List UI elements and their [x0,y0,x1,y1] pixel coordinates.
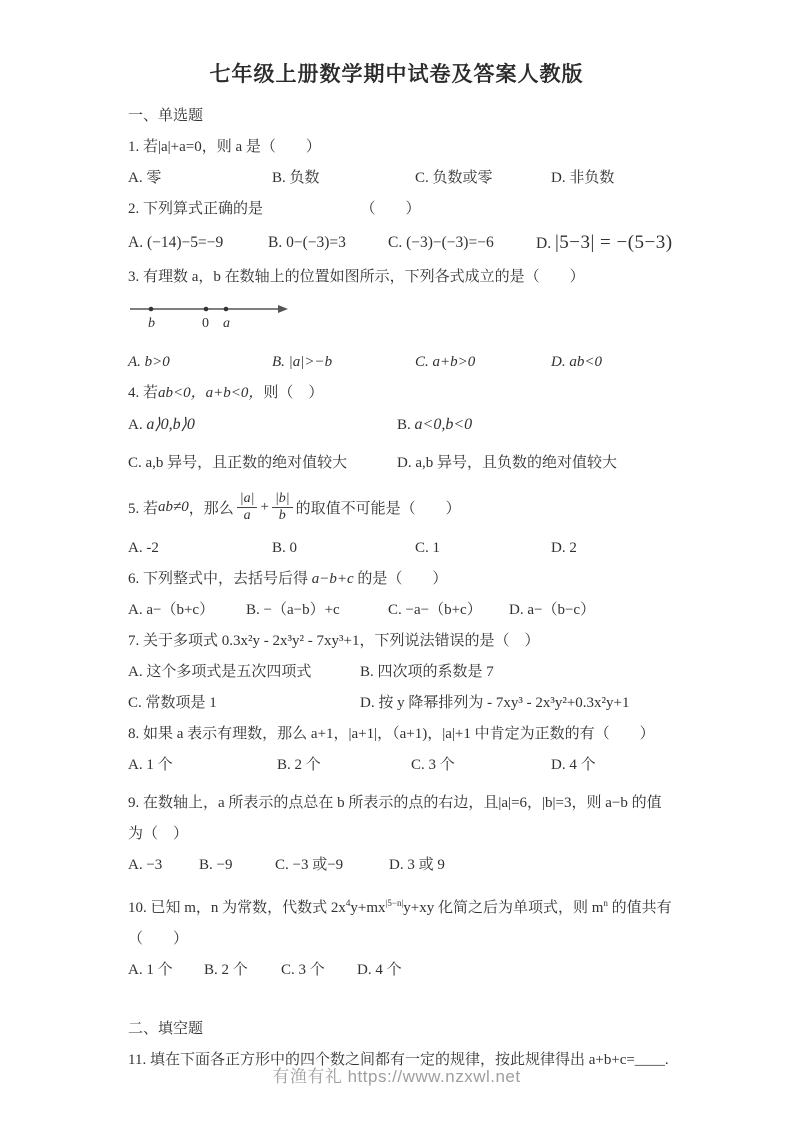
q4-option-b-label: B. [397,417,415,433]
q2-option-d-label: D. [536,235,555,252]
q10-stem-line-1 [128,888,747,924]
q6-options [128,595,747,626]
q6-option-d: D. a−（b−c） [509,602,596,618]
q4-options-row-1 [128,409,747,441]
q1-options [128,163,747,194]
point-a-label: a [223,316,230,331]
q7-stem: 7. 关于多项式 0.3x²y - 2x³y² - 7xy³+1，下列说法错误的是（ ） [128,633,540,649]
q1-option-b: B. 负数 [272,170,320,186]
q5-stem-math: ab≠0 [158,498,189,515]
q6-stem [128,564,747,595]
number-line-arrowhead-icon [278,305,288,313]
q8-option-c: C. 3 个 [411,757,455,773]
q5-plus-sign: + [260,498,269,515]
q1-option-c: C. 负数或零 [415,170,493,186]
q4-option-b [397,409,747,441]
q10-exponent-1: 4 [345,898,351,908]
q10-options [128,955,747,986]
q9-option-d: D. 3 或 9 [389,857,445,873]
q5-fraction-1-numerator: |a| [237,491,258,508]
exam-content [128,101,747,1076]
q7-options-row-1 [128,657,747,688]
point-zero-label: 0 [202,316,209,331]
q5-fraction-1-denominator: a [243,507,251,523]
q10-stem-p4: 的值共有 [607,900,672,916]
q3-option-b: B. |a|>−b [272,354,333,370]
q4-option-d: D. a,b 异号，且负数的绝对值较大 [397,455,617,471]
q6-option-b: B. −（a−b）+c [246,602,340,618]
q1-option-d: D. 非负数 [551,170,615,186]
number-line-figure [130,299,290,335]
section-two-heading: 二、填空题 [128,1021,204,1037]
q9-option-a: A. −3 [128,857,163,873]
q9-options [128,850,747,881]
q10-stem-p3: y+xy 化简之后为单项式，则 m [403,900,604,916]
q4-option-a-math: a⟩0,b⟩0 [146,416,195,433]
q5-stem-post: 的取值不可能是（ ） [295,500,461,517]
q10-exponent-2: |5−n| [385,898,404,908]
q10-stem-p1: 10. 已知 m，n 为常数，代数式 2x [128,900,346,916]
q6-option-a: A. a−（b+c） [128,602,215,618]
section-one-heading: 一、单选题 [128,108,204,124]
q4-option-b-math: a<0,b<0 [414,416,473,433]
q10-option-b: B. 2 个 [204,962,248,978]
q5-option-a: A. -2 [128,540,159,556]
q2-options [128,225,747,262]
q7-option-d: D. 按 y 降幂排列为 - 7xy³ - 2x³y²+0.3x²y+1 [360,695,630,711]
q4-stem-pre: 4. 若 [128,385,159,401]
q2-option-c: C. (−3)−(−3)=−6 [388,234,494,251]
q5-option-c: C. 1 [415,540,441,556]
q4-option-c: C. a,b 异号，且正数的绝对值较大 [128,455,348,471]
q10-option-a: A. 1 个 [128,962,173,978]
q1-option-a: A. 零 [128,170,162,186]
q7-options-row-2 [128,688,747,719]
q5-fraction-2 [272,491,293,524]
q4-options-row-2 [128,448,747,479]
q9-option-c: C. −3 或−9 [275,857,344,873]
q11-stem: 11. 填在下面各正方形中的四个数之间都有一定的规律，按此规律得出 a+b+c=____. [128,1052,669,1068]
q5-options [128,533,747,564]
q5-fraction-1 [237,491,258,524]
q8-option-b: B. 2 个 [277,757,321,773]
q8-options [128,750,747,781]
q2-option-a: A. (−14)−5=−9 [128,234,224,251]
q3-option-d: D. ab<0 [551,354,602,370]
q2-option-b: B. 0−(−3)=3 [268,234,346,251]
point-b-dot [149,307,154,312]
q4-stem [128,378,747,409]
q7-option-b: B. 四次项的系数是 7 [360,664,494,680]
q10-option-c: C. 3 个 [281,962,325,978]
q10-option-d: D. 4 个 [357,962,402,978]
footer-watermark: 有渔有礼 https://www.nzxwl.net [272,1067,521,1086]
page-title: 七年级上册数学期中试卷及答案人教版 [209,62,584,86]
q6-option-c: C. −a−（b+c） [388,602,482,618]
q9-option-b: B. −9 [199,857,233,873]
q6-stem-pre: 6. 下列整式中，去括号后得 [128,571,312,587]
q5-fraction-2-denominator: b [278,507,286,523]
q2-option-d [536,225,747,262]
q7-option-c: C. 常数项是 1 [128,695,217,711]
q1-stem: 1. 若|a|+a=0，则 a 是（ ） [128,139,321,155]
point-b-label: b [148,316,155,331]
q9-stem-line-1: 9. 在数轴上，a 所表示的点总在 b 所表示的点的右边，且|a|=6，|b|=3，则 a−b 的值 [128,795,662,811]
q2-option-d-formula: |5−3| = −(5−3) [554,232,673,253]
q2-stem: 2. 下列算式正确的是 （ ） [128,201,421,217]
q8-option-d: D. 4 个 [551,757,596,773]
point-zero-dot [204,307,209,312]
q10-stem-line-2: （ ） [128,931,189,947]
q3-options [128,347,747,378]
q10-exponent-3: n [603,898,608,908]
q10-stem-p2: y+mx [350,900,386,916]
q4-option-a-label: A. [128,417,147,433]
q6-stem-post: 的是（ ） [353,571,448,587]
q5-option-d: D. 2 [551,540,577,556]
q5-fraction-2-numerator: |b| [272,491,293,508]
q9-stem-line-2: 为（ ） [128,826,189,842]
q4-stem-post: 则（ ） [263,385,324,401]
q8-stem: 8. 如果 a 表示有理数，那么 a+1，|a+1|，（a+1)，|a|+1 中肯定为正数的有（ ） [128,726,655,742]
q5-option-b: B. 0 [272,540,298,556]
point-a-dot [224,307,229,312]
q3-option-a: A. b>0 [128,354,170,370]
q8-option-a: A. 1 个 [128,757,173,773]
q7-option-a: A. 这个多项式是五次四项式 [128,664,312,680]
q4-stem-math: ab<0，a+b<0， [158,385,264,401]
q5-stem [128,481,747,533]
q5-stem-pre: 5. 若 [128,500,159,517]
q4-option-a [128,409,397,441]
q6-stem-expr: a−b+c [311,571,354,587]
q5-stem-mid: ，那么 [188,500,234,517]
q3-option-c: C. a+b>0 [415,354,476,370]
q3-stem: 3. 有理数 a，b 在数轴上的位置如图所示，下列各式成立的是（ ） [128,269,585,285]
